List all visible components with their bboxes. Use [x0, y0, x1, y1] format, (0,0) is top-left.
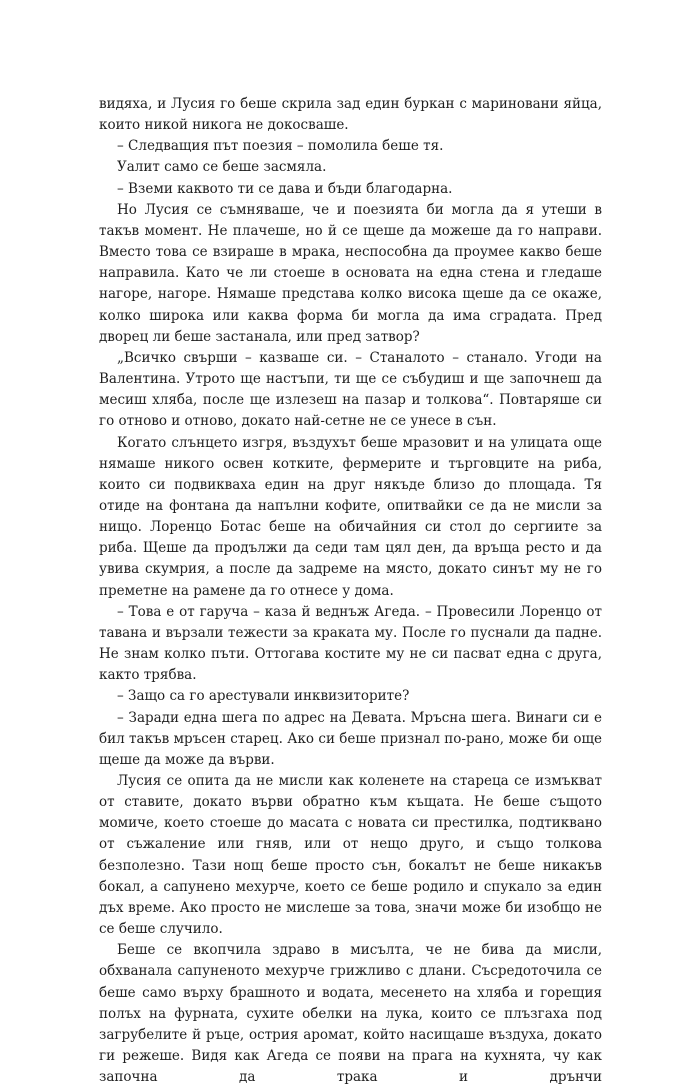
- page-body-text: [99, 94, 602, 1088]
- paragraph: – Заради една шега по адрес на Девата. Мръсна шега. Винаги си е бил такъв мръсен старец. Ако си беше признал по-рано, може би още щеше да може да върви.: [99, 709, 602, 768]
- paragraph: „Всичко свърши – казваше си. – Станалото – станало. Угоди на Валентина. Утрото ще настъпи, ти ще се събудиш и ще започнеш да месиш хляба, после ще излезеш на пазар и толкова“. Повтаряше си го отново и отново, докато най-сетне не се унесе в сън.: [99, 349, 602, 430]
- paragraph: Лусия се опита да не мисли как коленете на стареца се измъкват от ставите, докато върви обратно към къщата. Не беше същото момиче, което стоеше до масата с новата си престилка, подтиквано от съжаление или гняв, или от нещо друго, и също толкова безполезно. Тази нощ беше просто сън, бокалът не беше никакъв бокал, а сапунено мехурче, което се беше родило и спукало за един дъх време. Ако просто не мислеше за това, значи може би изобщо не се беше случило.: [99, 773, 602, 938]
- paragraph: Когато слънцето изгря, въздухът беше мразовит и на улицата още нямаше никого освен котките, фермерите и търговците на риба, които си подвикваха един на друг някъде близо до площада. Тя отиде на фонтана да напълни кофите, опитвайки се да не мисли за нищо. Лоренцо Ботас беше на обичайния си стол до сергиите за риба. Щеше да продължи да седи там цял ден, да връща ресто и да увива скумрия, а после да задреме на място, докато синът му не го преметне на рамене да го отнесе у дома.: [99, 434, 602, 599]
- paragraph-continued: видяха, и Лусия го беше скрила зад един буркан с мариновани яйца, които никой никога не докосваше.: [99, 96, 602, 134]
- paragraph: Но Лусия се съмняваше, че и поезията би могла да я утеши в такъв момент. Не плачеше, но й се щеше да можеше да го направи. Вместо това се взираше в мрака, неспособна да проумее какво беше направила. Като че ли стоеше в основата на една стена и гледаше нагоре, нагоре. Нямаше представа колко висока щеше да се окаже, колко широка или каква форма би могла да има сградата. Пред дворец ли беше застанала, или пред затвор?: [99, 201, 602, 345]
- paragraph: – Това е от гаруча – каза й веднъж Агеда. – Провесили Лоренцо от тавана и вързали тежести за краката му. После го пуснали да падне. Не знам колко пъти. Оттогава костите му не си пасват една с друга, както трябва.: [99, 603, 602, 684]
- paragraph: – Защо са го арестували инквизиторите?: [117, 688, 410, 705]
- paragraph: – Следващия път поезия – помолила беше тя.: [117, 138, 444, 155]
- paragraph: – Вземи каквото ти се дава и бъди благодарна.: [117, 180, 453, 197]
- paragraph: Уалит само се беше засмяла.: [117, 159, 327, 176]
- paragraph: Беше се вкопчила здраво в мисълта, че не бива да мисли, обхванала сапуненото мехурче грижливо с длани. Съсредоточила се беше само върху брашното и водата, месенето на хляба и горещия полъх на фурната, сухите обелки на лука, които се плъзгаха под загрубелите й ръце, острия аромат, който насищаше въздуха, докато ги режеше. Видя как Агеда се появи на прага на кухнята, чу как започна да трака и дрънчи: [99, 942, 602, 1086]
